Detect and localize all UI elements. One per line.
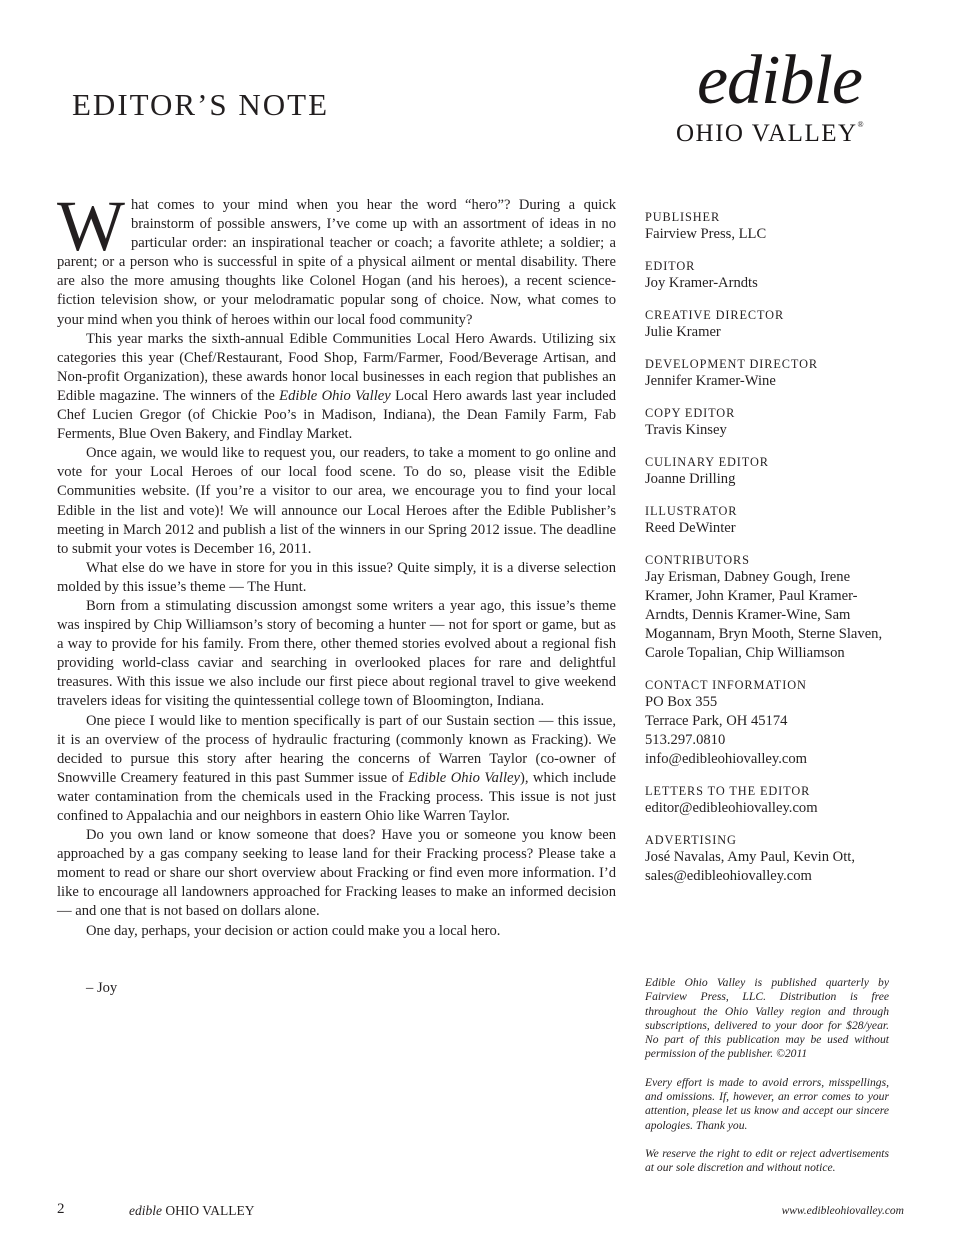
masthead-label: EDITOR <box>645 259 696 273</box>
masthead-value <box>645 848 895 886</box>
logo-region-wordmark: OHIO VALLEY® <box>676 120 866 147</box>
masthead-section <box>645 455 895 489</box>
masthead-line: Arndts, Dennis Kramer-Wine, Sam <box>645 607 851 623</box>
masthead-label: CULINARY EDITOR <box>645 455 769 469</box>
masthead-value <box>645 470 895 489</box>
masthead-section <box>645 833 895 886</box>
masthead-value <box>645 421 895 440</box>
masthead-value <box>645 799 895 818</box>
masthead-line: Reed DeWinter <box>645 520 736 536</box>
masthead-line: sales@edibleohiovalley.com <box>645 868 812 884</box>
colophon-publication-note: Edible Ohio Valley is published quarterly by Fairview Press, LLC. Distribution is free throughout the Ohio Valley region and through subscriptions, delivered to your door for $28/year. No part of this publication may be used without permission of the publisher. ©2011 <box>645 976 889 1061</box>
masthead-value <box>645 372 895 391</box>
masthead-line: PO Box 355 <box>645 694 718 710</box>
masthead-section <box>645 553 895 663</box>
letter-paragraph: Do you own land or know someone that does? Have you or someone you know been approached by a gas company seeking to lease land for their Fracking process? Please take a moment to read or share our short overview about Fracking or find even more information. I’d like to encourage all landowners approached for Fracking leases to make an informed decision — and one that is not based on dollars alone. <box>57 827 616 920</box>
drop-cap: W <box>57 186 125 266</box>
masthead-label: DEVELOPMENT DIRECTOR <box>645 357 818 371</box>
footer-url: www.edibleohiovalley.com <box>781 1205 904 1217</box>
letter-paragraph: One day, perhaps, your decision or action could make you a local hero. <box>86 922 501 939</box>
masthead-value <box>645 568 895 663</box>
masthead-section <box>645 357 895 391</box>
masthead-value <box>645 323 895 342</box>
masthead-label: COPY EDITOR <box>645 406 736 420</box>
footer-brand: edible OHIO VALLEY <box>129 1203 255 1218</box>
registered-mark: ® <box>857 120 866 129</box>
masthead-label: CONTRIBUTORS <box>645 553 750 567</box>
masthead-line: José Navalas, Amy Paul, Kevin Ott, <box>645 849 855 865</box>
letter-paragraph: This year marks the sixth-annual Edible Communities Local Hero Awards. Utilizing six categories this year (Chef/Restaurant, Food Shop, Farm/Farmer, Food/Beverage Artisan, and Non-profit Organization), these awards honor local businesses in each region that publishes an Edible magazine. The winners of the Edible Ohio Valley Local Hero awards last year included Chef Lucien Gregor (of Chickie Poo’s in Madison, Indiana), the Dean Family Farm, Fab Ferments, Blue Oven Bakery, and Findlay Market. <box>57 330 616 443</box>
letter-paragraph: Once again, we would like to request you, our readers, to take a moment to go online and vote for your Local Heroes of our local food scene. To do so, please visit the Edible Communities website. (If you’re a visitor to our area, we encourage you to find your local Edible in the list and vote)! We will announce our Local Heroes after the Edible Publisher’s meeting in March 2012 and publish a list of the winners in our Spring 2012 issue. The deadline to submit your votes is December 16, 2011. <box>57 445 616 557</box>
masthead-section <box>645 259 895 293</box>
masthead-section <box>645 308 895 342</box>
page-title: EDITOR’S NOTE <box>72 86 330 122</box>
edible-ohio-valley-logo <box>660 42 920 147</box>
colophon-errors-note: Every effort is made to avoid errors, misspellings, and omissions. If, however, an error comes to your attention, please let us know and accept our sincere apologies. Thank you. <box>645 1075 889 1132</box>
masthead-line: Julie Kramer <box>645 324 721 340</box>
masthead-line: Mogannam, Bryn Mooth, Sterne Slaven, <box>645 626 883 642</box>
editor-letter <box>57 186 616 941</box>
masthead-section <box>645 504 895 538</box>
masthead-section <box>645 678 895 769</box>
masthead-line: Jay Erisman, Dabney Gough, Irene <box>645 569 851 585</box>
masthead-line: Joy Kramer-Arndts <box>645 275 758 291</box>
magazine-name: Edible Ohio Valley <box>279 387 391 404</box>
colophon-advertising-note: We reserve the right to edit or reject advertisements at our sole discretion and without notice. <box>645 1146 889 1175</box>
logo-edible-wordmark: edible <box>696 42 862 119</box>
letter-paragraph: What else do we have in store for you in this issue? Quite simply, it is a diverse selection molded by this issue’s theme — The Hunt. <box>57 559 616 595</box>
masthead-section <box>645 406 895 440</box>
masthead-label: CONTACT INFORMATION <box>645 678 807 692</box>
masthead-line: Terrace Park, OH 45174 <box>645 713 788 729</box>
masthead-line: editor@edibleohiovalley.com <box>645 800 818 816</box>
colophon <box>645 976 889 1190</box>
masthead-value <box>645 519 895 538</box>
masthead-line: Fairview Press, LLC <box>645 226 767 242</box>
masthead-label: PUBLISHER <box>645 210 721 224</box>
masthead-label: ADVERTISING <box>645 833 737 847</box>
masthead-line: Travis Kinsey <box>645 422 727 438</box>
letter-paragraph: What comes to your mind when you hear the word “hero”? During a quick brainstorm of possible answers, I’ve come up with an assortment of ideas in no particular order: an inspirational teacher or coach; a favorite athlete; a soldier; a parent; or a person who is successful in spite of a physical ailment or mental disability. There are also the more amusing thoughts like Colonel Hogan (and his heroes), a recent science-fiction television show, or your melodramatic popular song of choice. Now, what comes to your mind when you think of heroes within our local food community? <box>57 186 616 328</box>
masthead-line: 513.297.0810 <box>645 732 726 748</box>
masthead-value <box>645 274 895 293</box>
masthead-line: Kramer, John Kramer, Paul Kramer- <box>645 588 858 604</box>
masthead-line: Jennifer Kramer-Wine <box>645 373 776 389</box>
masthead-value <box>645 225 895 244</box>
masthead-line: info@edibleohiovalley.com <box>645 751 808 767</box>
masthead-label: CREATIVE DIRECTOR <box>645 308 785 322</box>
masthead-value <box>645 693 895 769</box>
letter-paragraph: One piece I would like to mention specifically is part of our Sustain section — this issue, it is an overview of the process of hydraulic fracturing (commonly known as Fracking). We decided to pursue this story after hearing the concerns of Warren Taylor (co-owner of Snowville Creamery featured in this past Summer issue of Edible Ohio Valley), which include water contamination from the chemicals used in the Fracking process. This issue is not just confined to Appalachia and our neighbors in eastern Ohio like Warren Taylor. <box>57 712 616 824</box>
magazine-name: Edible Ohio Valley <box>408 769 520 786</box>
masthead-line: Carole Topalian, Chip Williamson <box>645 645 845 661</box>
masthead-label: LETTERS TO THE EDITOR <box>645 784 811 798</box>
masthead-line: Joanne Drilling <box>645 471 736 487</box>
masthead-section <box>645 784 895 818</box>
letter-paragraph: Born from a stimulating discussion amongst some writers a year ago, this issue’s theme was inspired by Chip Williamson’s story of becoming a hunter — not for sport or game, but as a way to provide for his family. From there, other themed stories evolved about a regional fish providing world-class caviar and searching in overlooked places for rare and delightful treasures. With this issue we also include our first piece about regional travel to give weekend travelers ideas for visiting the quintessential college town of Bloomington, Indiana. <box>57 597 616 710</box>
masthead <box>645 210 895 901</box>
signoff: – Joy <box>86 980 118 996</box>
masthead-section <box>645 210 895 244</box>
masthead-label: ILLUSTRATOR <box>645 504 738 518</box>
page-number: 2 <box>57 1201 65 1217</box>
